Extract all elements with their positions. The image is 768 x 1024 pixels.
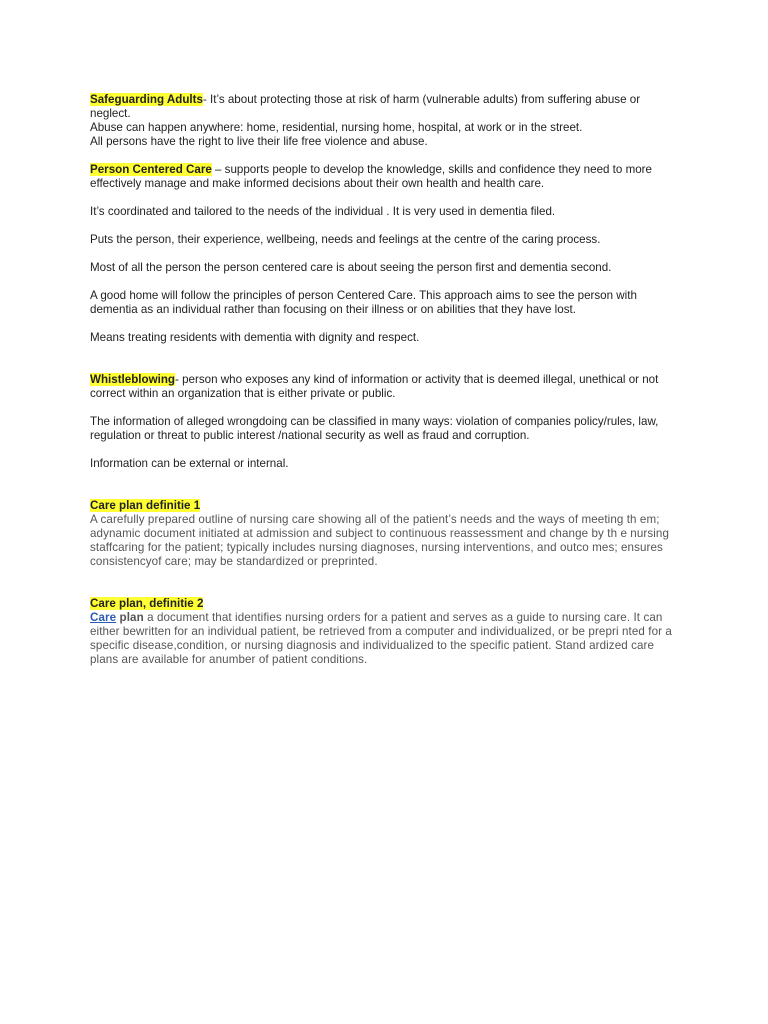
care-plan-1-heading-line xyxy=(90,499,680,513)
person-centered-heading: Person Centered Care xyxy=(90,163,212,176)
care-link[interactable]: Care xyxy=(90,611,117,624)
person-centered-paragraph xyxy=(90,163,680,191)
whistleblowing-p2: Information can be external or internal. xyxy=(90,457,289,470)
person-centered-p2: Puts the person, their experience, wellbeing, needs and feelings at the centre of the caring process. xyxy=(90,233,601,246)
person-centered-intro: – supports people to develop the knowledge, skills and confidence they need to more effectively manage and make informed decisions about their own health and health care. xyxy=(90,163,652,190)
safeguarding-line3: All persons have the right to live their life free violence and abuse. xyxy=(90,135,428,148)
care-plan-2-heading: Care plan, definitie 2 xyxy=(90,597,204,610)
care-plan-1-heading: Care plan definitie 1 xyxy=(90,499,201,512)
safeguarding-line2: Abuse can happen anywhere: home, residential, nursing home, hospital, at work or in the street. xyxy=(90,121,583,134)
care-plan-2-heading-line xyxy=(90,597,680,611)
person-centered-p1: It’s coordinated and tailored to the needs of the individual . It is very used in dementia filed. xyxy=(90,205,556,218)
person-centered-p4: A good home will follow the principles of person Centered Care. This approach aims to see the person with dementia as an individual rather than focusing on their illness or on abilities that they have lost. xyxy=(90,289,637,316)
person-centered-p5: Means treating residents with dementia with dignity and respect. xyxy=(90,331,420,344)
whistleblowing-p1: The information of alleged wrongdoing can be classified in many ways: violation of companies policy/rules, law, regulation or threat to public interest /national security as well as fraud and corruption. xyxy=(90,415,659,442)
safeguarding-heading: Safeguarding Adults xyxy=(90,93,203,106)
document-page xyxy=(90,93,680,667)
whistleblowing-intro: - person who exposes any kind of information or activity that is deemed illegal, unethical or not correct within an organization that is either private or public. xyxy=(90,373,659,400)
person-centered-p3: Most of all the person the person centered care is about seeing the person first and dementia second. xyxy=(90,261,612,274)
safeguarding-text: - It’s about protecting those at risk of harm (vulnerable adults) from suffering abuse or neglect. xyxy=(90,93,641,120)
whistleblowing-heading: Whistleblowing xyxy=(90,373,176,386)
care-plan-2-paragraph xyxy=(90,611,680,667)
whistleblowing-paragraph xyxy=(90,373,680,401)
care-plan-2-body: a document that identifies nursing orders for a patient and serves as a guide to nursing care. It can either bewritten for an individual patient, be retrieved from a computer and individualized, or be prepri nted for a specific disease,condition, or nursing diagnosis and individualized to the specific patient. Stand ardized care plans are available for anumber of patient conditions. xyxy=(90,611,672,666)
safeguarding-paragraph xyxy=(90,93,680,121)
plan-word: plan xyxy=(119,611,144,624)
care-plan-1-body: A carefully prepared outline of nursing care showing all of the patient’s needs and the ways of meeting th em; adynamic document initiated at admission and subject to continuous reassessment and change by th e nursing staffcaring for the patient; typically includes nursing diagnoses, nursing interventions, and outco mes; ensures consistencyof care; may be standardized or preprinted. xyxy=(90,513,670,568)
